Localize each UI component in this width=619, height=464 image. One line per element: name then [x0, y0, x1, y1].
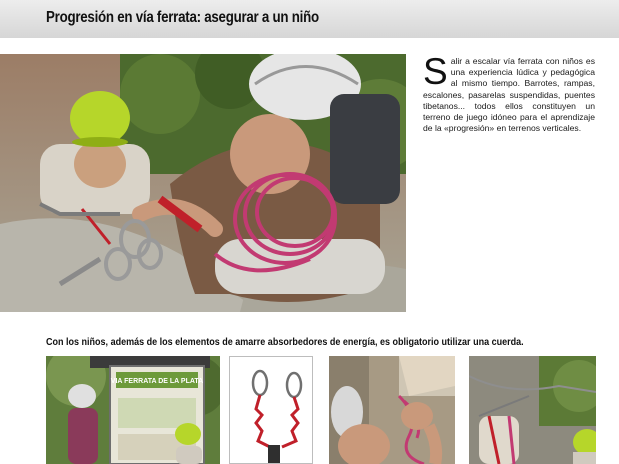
photo-caption: Con los niños, además de los elementos de amarre absorbedores de energía, es obligatorio utilizar una cuerda. — [46, 337, 524, 348]
sign-text: VIA FERRATA DE LA PLATA — [110, 378, 204, 385]
intro-text: alir a escalar vía ferrata con niños es una experiencia lúdica y pedagógica al mismo tiempo. Barrotes, rampas, escalones, pasarelas suspendidas, puentes tibetanos... todos ellos constituyen un terreno de juego idóneo para el aprendizaje de la «progresión» en terrenos verticales. — [423, 56, 595, 134]
thumbnail-lanyard-photo — [229, 356, 313, 464]
intro-paragraph — [423, 51, 595, 134]
drop-cap: S — [423, 51, 448, 92]
thumbnail-rope-belay-photo — [329, 356, 455, 464]
main-photo — [0, 54, 406, 312]
thumbnail-child-climbing-photo — [469, 356, 596, 464]
thumbnail-sign-photo — [46, 356, 220, 464]
header-bar — [0, 0, 619, 38]
page-title: Progresión en vía ferrata: asegurar a un niño — [46, 9, 319, 26]
